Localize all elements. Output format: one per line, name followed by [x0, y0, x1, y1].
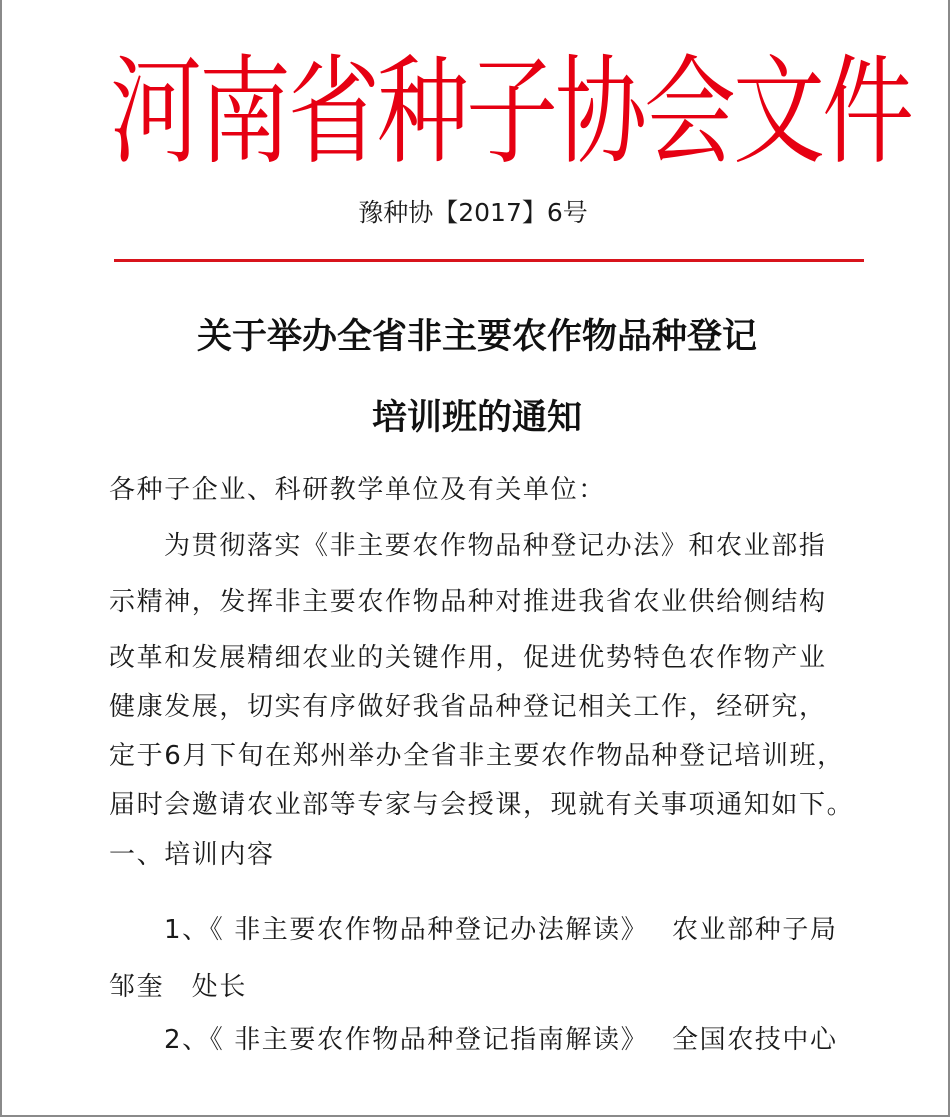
subject-heading-line-2: 培训班的通知	[371, 398, 582, 438]
section-heading-training-content: 一、培训内容	[109, 840, 275, 870]
body-line: 改革和发展精细农业的关键作用，促进优势特色农作物产业	[109, 643, 827, 673]
subject-heading-line-1: 关于举办全省非主要农作物品种登记	[196, 317, 757, 357]
salutation: 各种子企业、科研教学单位及有关单位：	[109, 475, 606, 505]
body-line: 届时会邀请农业部等专家与会授课，现就有关事项通知如下。	[109, 790, 855, 820]
document-number: 豫种协【2017】6号	[358, 198, 588, 227]
training-item-2-speaker-org: 全国农技中心	[672, 1025, 838, 1055]
body-line: 健康发展，切实有序做好我省品种登记相关工作，经研究，	[109, 692, 827, 722]
training-item-1-title: 1、《 非主要农作物品种登记办法解读》	[164, 915, 649, 945]
training-item-1-speaker: 邹奎 处长	[109, 972, 248, 1002]
red-divider-rule	[114, 259, 864, 262]
body-line: 为贯彻落实《非主要农作物品种登记办法》和农业部指	[164, 531, 827, 561]
body-line: 定于6月下旬在郑州举办全省非主要农作物品种登记培训班，	[109, 741, 845, 771]
masthead-title: 河南省种子协会文件	[110, 43, 912, 181]
training-item-1-speaker-org: 农业部种子局	[672, 915, 838, 945]
training-item-2-title: 2、《 非主要农作物品种登记指南解读》	[164, 1025, 649, 1055]
body-line: 示精神，发挥非主要农作物品种对推进我省农业供给侧结构	[109, 587, 827, 617]
